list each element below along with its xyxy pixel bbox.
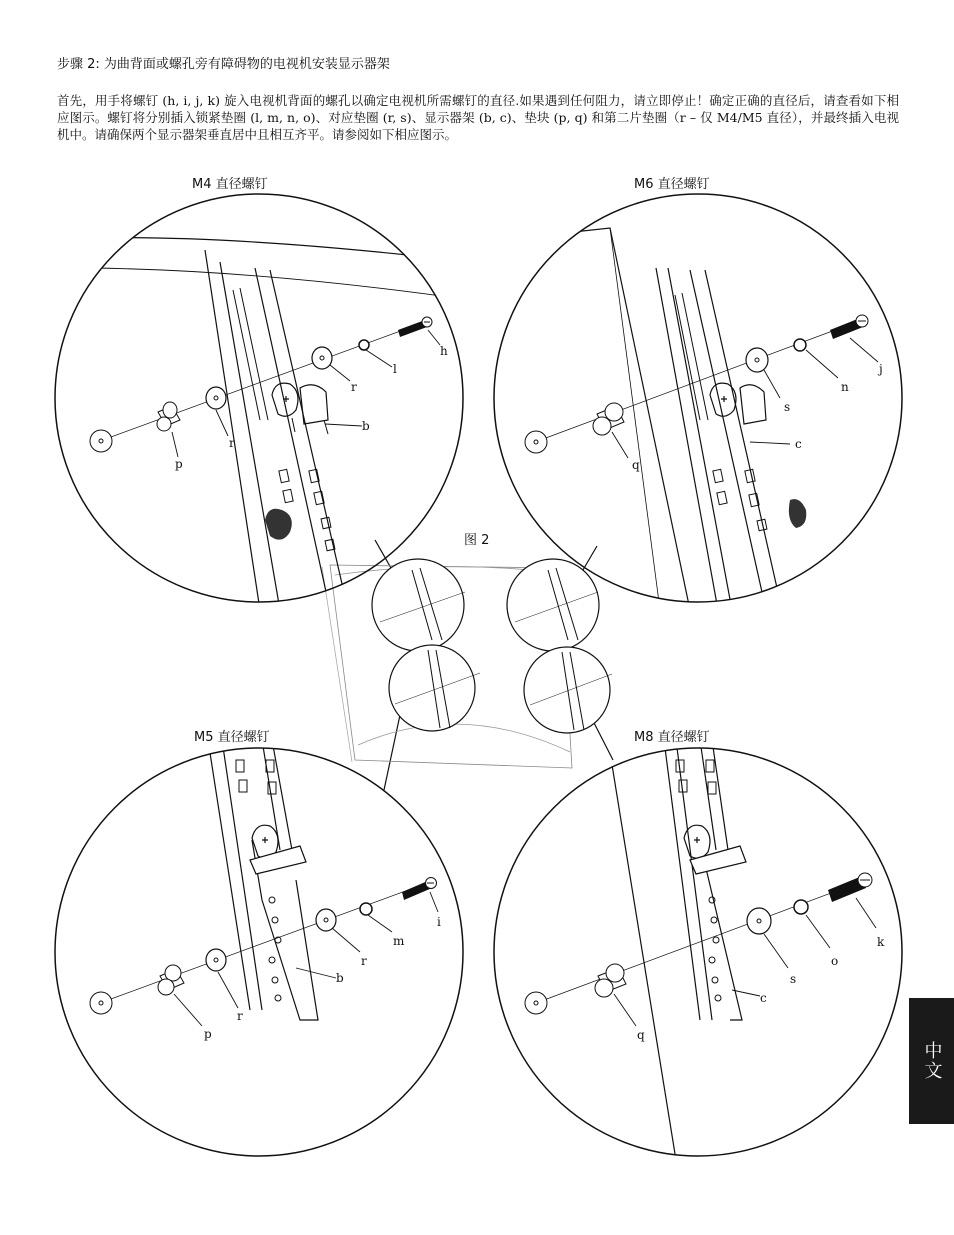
m6-detail (494, 194, 902, 610)
m6-screw-j (830, 315, 868, 339)
m4-label-h: h (440, 344, 448, 358)
m4-label-p: p (175, 457, 183, 471)
m6-label-c: c (795, 437, 802, 451)
m6-label-j: j (879, 362, 883, 376)
m5-label-i: i (437, 915, 441, 929)
m5-detail (55, 740, 463, 1156)
language-tab (909, 998, 954, 1124)
m4-spacer-p-washer (90, 430, 112, 452)
m4-washer-r2 (206, 387, 226, 409)
m5-washer-r1 (316, 909, 336, 931)
intro-paragraph: 首先，用手将螺钉 (h, i, j, k) 旋入电视机背面的螺孔以确定电视机所需螺钉的直径.如果遇到任何阻力，请立即停止！确定正确的直径后，请查看如下相应图示。螺钉将分别插入锁紧垫圈 (l, m, n, o)、对应垫圈 (r, s)、显示器架 (b, c)、垫块 (p, q) 和第二片垫圈（r – 仅 M4/M5 直径），并最终插入电视机中。请确保两个显示器架垂直居中且相互齐平。请参阅如下相应图示。 (57, 93, 899, 142)
m6-washer-s (746, 348, 768, 372)
m6-spacer-q-washer (525, 431, 547, 453)
m5-label-b: b (336, 971, 344, 985)
m8-title: M8 直径螺钉 (634, 730, 710, 745)
m6-label-q: q (632, 458, 640, 472)
m8-lock-washer-o (794, 900, 808, 914)
m8-detail (494, 740, 902, 1160)
overview-diagram (322, 559, 612, 768)
m4-screw-h (398, 317, 432, 337)
m4-title: M4 直径螺钉 (192, 177, 268, 192)
m4-label-l: l (393, 362, 397, 376)
m6-label-n: n (841, 380, 849, 394)
m6-label-s: s (784, 400, 791, 414)
m4-spacer-p (157, 402, 180, 431)
m4-detail (40, 194, 470, 610)
m6-lock-washer-n (794, 339, 806, 351)
overview-circle-m5 (389, 645, 480, 731)
overview-circle-m6 (507, 559, 599, 651)
step-title: 步骤 2: 为曲背面或螺孔旁有障碍物的电视机安装显示器架 (57, 57, 390, 72)
m5-spacer-p-washer (90, 992, 112, 1014)
overview-circle-m4 (372, 559, 465, 651)
overview-circle-m8 (524, 647, 612, 733)
m8-label-o: o (831, 954, 839, 968)
m5-title: M5 直径螺钉 (194, 730, 270, 745)
m4-lock-washer-l (359, 340, 369, 350)
m5-washer-r2 (206, 949, 226, 971)
m5-spacer-p (158, 965, 184, 995)
m4-label-r2: r (229, 436, 235, 450)
m5-screw-i (402, 878, 437, 901)
m8-spacer-q (595, 964, 626, 997)
m4-label-r1: r (351, 380, 357, 394)
m5-label-r2: r (237, 1009, 243, 1023)
m6-title: M6 直径螺钉 (634, 177, 710, 192)
m5-label-r1: r (361, 954, 367, 968)
m8-screw-k (828, 873, 872, 902)
m8-washer-s (747, 908, 771, 934)
m4-label-b: b (362, 419, 370, 433)
m6-spacer-q (593, 403, 624, 435)
m8-spacer-q-washer (525, 992, 547, 1014)
m5-label-p: p (204, 1027, 212, 1041)
m8-label-c: c (760, 991, 767, 1005)
m5-lock-washer-m (360, 903, 372, 915)
language-tab-label: 中文 (921, 1041, 943, 1081)
m8-label-k: k (877, 935, 885, 949)
m5-label-m: m (393, 934, 405, 948)
m4-washer-r1 (312, 347, 332, 369)
m8-label-q: q (637, 1028, 645, 1042)
m8-label-s: s (790, 972, 797, 986)
figure-caption: 图 2 (464, 533, 490, 548)
